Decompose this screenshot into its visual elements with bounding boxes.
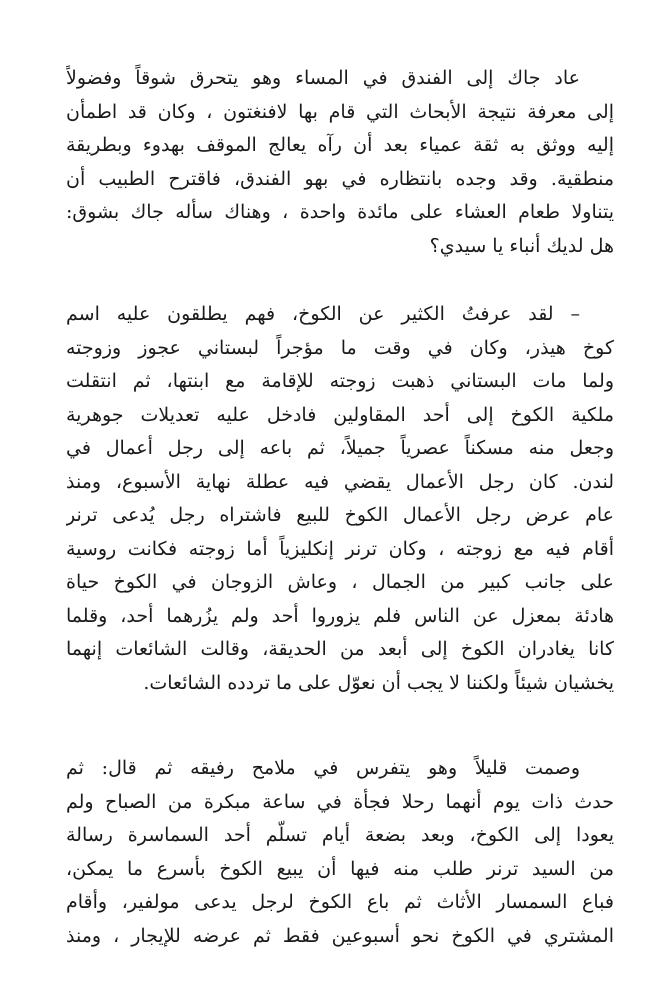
text-line: من السيد ترنر طلب منه فيها أن يبيع الكوخ بأسرع ما يمكن، [66,857,614,880]
text-line: كانا يغادران الكوخ إلى أبعد من الحديقة، وقالت الشائعات إنهما [66,638,614,660]
text-line: إليه ووثق به ثقة عمياء بعد أن رآه يعالج الموقف بهدوء وبطريقة [66,134,614,156]
text-line: عام عرض رجل الأعمال الكوخ للبيع فاشتراه رجل يُدعى ترنر [66,504,614,526]
paragraph-3 [66,752,614,953]
text-line: يتناولا طعام العشاء على مائدة واحدة ، وهناك سأله جاك بشوق: [66,201,614,223]
text-line: كوخ هيذر، وكان في وقت ما مؤجراً لبستاني عجوز وزوجته [66,336,614,359]
text-line: على جانب كبير من الجمال ، وعاش الزوجان في الكوخ حياة [66,571,614,593]
text-line: وجعل منه مسكناً عصرياً جميلاً، ثم باعه إلى رجل أعمال في [66,437,614,459]
text-line: هل لديك أنباء يا سيدي؟ [429,234,614,257]
text-line: ولما مات البستاني ذهبت زوجته للإقامة مع ابنتها، ثم انتقلت [66,370,614,392]
text-line: أقام فيه مع زوجته ، وكان ترنر إنكليزياً أما زوجته فكانت روسية [66,537,614,560]
text-line: منطقية. وقد وجده بانتظاره في بهو الفندق، فاقترح الطبيب أن [66,167,614,190]
text-line: – لقد عرفتُ الكثير عن الكوخ، فهم يطلقون عليه اسم [66,303,580,325]
text-line: فباع السمسار الأثاث ثم باع الكوخ لرجل يدعى مولفير، وأقام [66,891,614,913]
text-line: وصمت قليلاً وهو يتفرس في ملامح رفيقه ثم قال: ثم [66,757,580,779]
paragraph-2 [66,298,614,700]
text-line: هادئة بمعزل عن الناس فلم يزوروا أحد ولم يزُرهما أحد، وقلما [66,604,614,627]
text-line: عاد جاك إلى الفندق في المساء وهو يتحرق شوقاً وفضولاً [66,67,580,89]
paragraph-1 [66,62,614,263]
text-line: حدث ذات يوم أنهما رحلا فجأة في ساعة مبكرة من الصباح ولم [66,790,614,813]
text-line: لندن. كان رجل الأعمال يقضي فيه عطلة نهاية الأسبوع، ومنذ [66,470,614,493]
text-line: يخشيان شيئاً ولكننا لا يجب أن نعوّل على ما تردده الشائعات. [143,671,614,694]
text-line: إلى معرفة نتيجة الأبحاث التي قام بها لافنغتون ، وكان قد اطمأن [66,100,614,123]
text-line: ملكية الكوخ إلى أحد المقاولين فادخل عليه تعديلات جوهرية [66,403,614,426]
text-line: يعودا إلى الكوخ، وبعد بضعة أيام تسلّم أحد السماسرة رسالة [66,824,614,846]
text-line: المشتري في الكوخ نحو أسبوعين فقط ثم عرضه للإيجار ، ومنذ [66,924,614,947]
